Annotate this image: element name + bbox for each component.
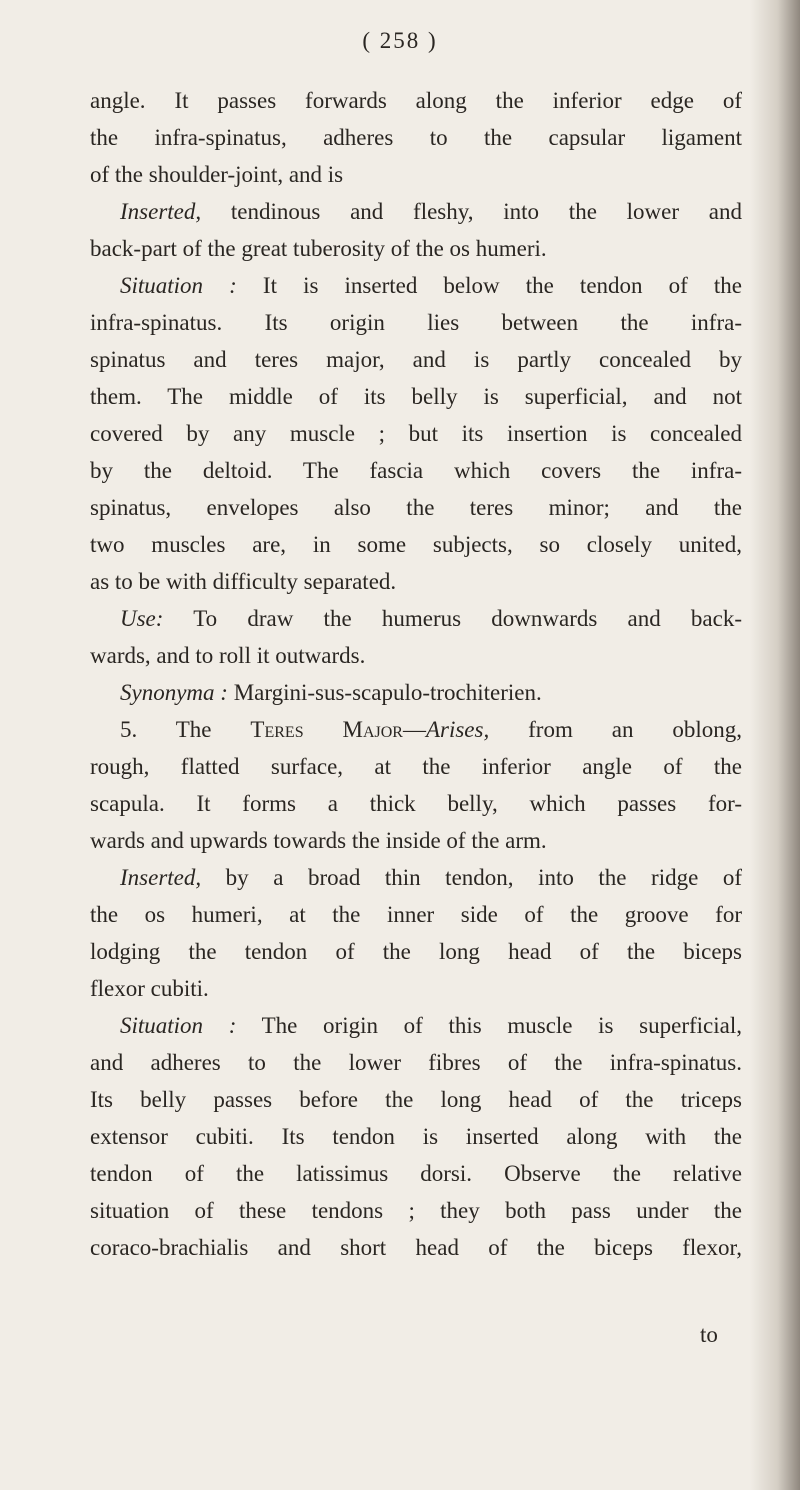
text-line [90, 1007, 742, 1044]
text-run: Its belly passes before the long head of the triceps [90, 1087, 742, 1112]
text-run: — [402, 717, 426, 742]
text-line [90, 304, 742, 341]
text-line [90, 711, 742, 748]
text-line [90, 970, 742, 1007]
text-run: Situation : [120, 273, 237, 298]
page-edge-shadow [750, 0, 800, 1490]
text-run: Arises, [425, 717, 490, 742]
text-line [90, 674, 742, 711]
text-run: wards, and to roll it outwards. [90, 643, 366, 668]
text-run: Teres Major [250, 717, 403, 742]
text-line [90, 526, 742, 563]
text-run: spinatus, envelopes also the teres minor; and the [90, 495, 742, 520]
text-line [90, 933, 742, 970]
text-run: by a broad thin tendon, into the ridge of [201, 865, 742, 890]
text-run: from an oblong, [489, 717, 742, 742]
catchword: to [700, 1322, 718, 1347]
text-run: scapula. It forms a thick belly, which passes for- [90, 791, 742, 816]
text-line [90, 193, 742, 230]
text-run: the os humeri, at the inner side of the groove for [90, 902, 742, 927]
text-run: situation of these tendons ; they both pass under the [90, 1198, 742, 1223]
text-line [90, 748, 742, 785]
text-run: Situation : [120, 1013, 237, 1038]
text-run: two muscles are, in some subjects, so closely united, [90, 532, 742, 557]
text-run: To draw the humerus downwards and back- [163, 606, 742, 631]
text-line [90, 341, 742, 378]
text-line [90, 230, 742, 267]
text-run: Inserted, [120, 865, 202, 890]
text-line [90, 489, 742, 526]
text-run: flexor cubiti. [90, 976, 209, 1001]
text-run: angle. It passes forwards along the inferior edge of [90, 88, 742, 113]
text-line [90, 1081, 742, 1118]
text-run: by the deltoid. The fascia which covers the infra- [90, 458, 742, 483]
text-run: wards and upwards towards the inside of the arm. [90, 828, 547, 853]
text-run: back-part of the great tuberosity of the os humeri. [90, 236, 547, 261]
text-line [90, 563, 742, 600]
text-line [90, 1155, 742, 1192]
text-run: extensor cubiti. Its tendon is inserted along with the [90, 1124, 742, 1149]
text-run: It is inserted below the tendon of the [236, 273, 742, 298]
text-run: covered by any muscle ; but its insertion is concealed [90, 421, 742, 446]
text-run: coraco-brachialis and short head of the biceps flexor, [90, 1235, 742, 1260]
text-line [90, 822, 742, 859]
text-line [90, 1044, 742, 1081]
text-run: as to be with difficulty separated. [90, 569, 397, 594]
text-line [90, 452, 742, 489]
text-line [90, 267, 742, 304]
text-line [90, 119, 742, 156]
text-run: the infra-spinatus, adheres to the capsular ligament [90, 125, 742, 150]
text-line [90, 1192, 742, 1229]
text-run: infra-spinatus. Its origin lies between the infra- [90, 310, 742, 335]
text-line [90, 378, 742, 415]
text-line [90, 785, 742, 822]
text-line [90, 896, 742, 933]
page-number: ( 258 ) [362, 28, 438, 53]
text-line [90, 637, 742, 674]
text-run: Inserted, [120, 199, 202, 224]
body-text [90, 82, 742, 1266]
text-line [90, 600, 742, 637]
text-line [90, 415, 742, 452]
text-run: spinatus and teres major, and is partly concealed by [90, 347, 742, 372]
text-run: lodging the tendon of the long head of the biceps [90, 939, 742, 964]
text-run: tendinous and fleshy, into the lower and [201, 199, 742, 224]
text-run: 5. The [120, 717, 251, 742]
text-run: them. The middle of its belly is superficial, and not [90, 384, 742, 409]
text-run: rough, flatted surface, at the inferior angle of the [90, 754, 742, 779]
text-line [90, 82, 742, 119]
text-run: Margini-sus-scapulo-trochiterien. [227, 680, 542, 705]
text-run: and adheres to the lower fibres of the infra-spinatus. [90, 1050, 742, 1075]
text-run: tendon of the latissimus dorsi. Observe the relative [90, 1161, 742, 1186]
text-line [90, 1229, 742, 1266]
text-run: of the shoulder-joint, and is [90, 162, 344, 187]
text-line [90, 156, 742, 193]
text-run: Use: [120, 606, 164, 631]
text-line [90, 859, 742, 896]
text-line [90, 1118, 742, 1155]
text-run: Synonyma : [120, 680, 228, 705]
text-run: The origin of this muscle is superficial, [236, 1013, 742, 1038]
